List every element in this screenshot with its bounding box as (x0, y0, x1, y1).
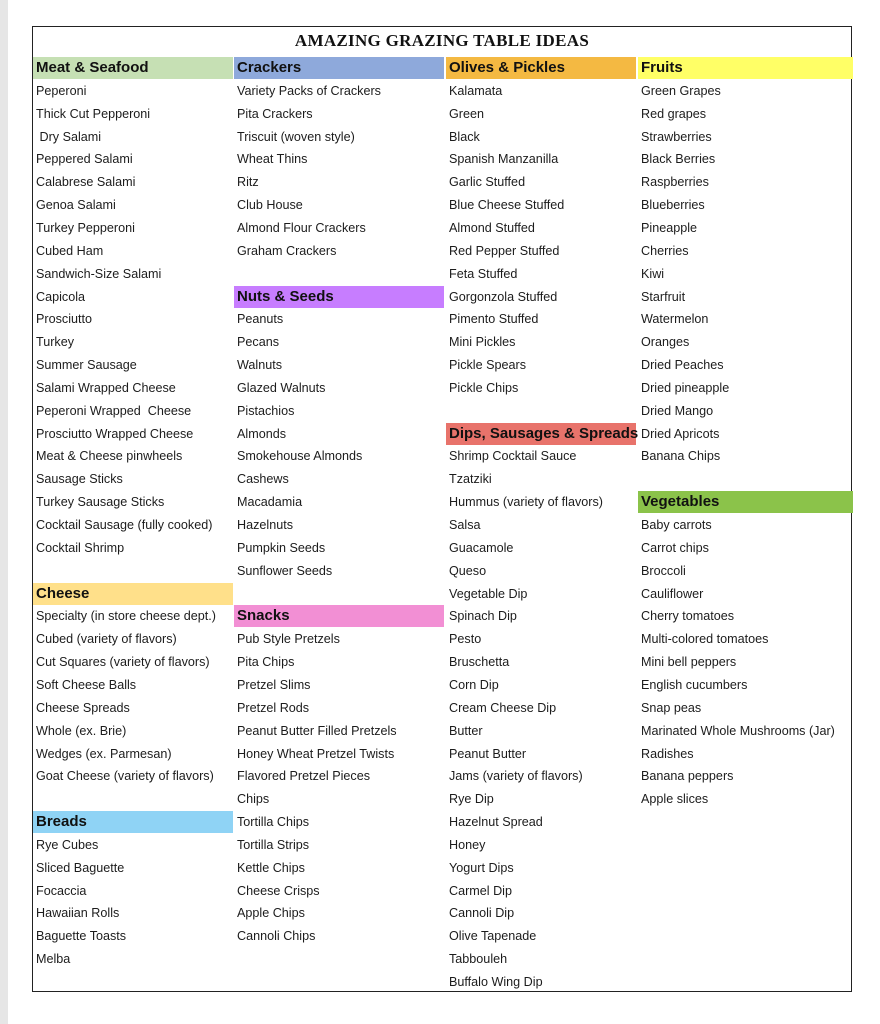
list-item: Melba (36, 952, 71, 967)
list-item: Bruschetta (449, 655, 510, 670)
list-item: Cannoli Chips (237, 929, 316, 944)
section-header-dips: Dips, Sausages & Spreads (446, 423, 636, 445)
list-item: Broccoli (641, 563, 686, 578)
list-item: Pumpkin Seeds (237, 540, 326, 555)
list-item: Tortilla Chips (237, 815, 310, 830)
list-item: Prosciutto Wrapped Cheese (36, 426, 194, 441)
list-item: Cubed (variety of flavors) (36, 632, 177, 647)
list-item: Hummus (variety of flavors) (449, 495, 603, 510)
list-item: Hazelnuts (237, 518, 294, 532)
list-item: Triscuit (woven style) (237, 129, 355, 144)
list-item: Carrot chips (641, 540, 709, 555)
list-item: Pretzel Rods (237, 700, 310, 715)
list-item: Peanut Butter Filled Pretzels (237, 723, 397, 738)
list-item: Raspberries (641, 175, 709, 190)
section-header-fruits: Fruits (638, 57, 853, 79)
list-item: Watermelon (641, 312, 709, 327)
list-item: Tabbouleh (449, 952, 508, 967)
list-item: Kiwi (641, 266, 665, 281)
section-header-crackers: Crackers (234, 57, 444, 79)
list-item: Wedges (ex. Parmesan) (36, 746, 172, 761)
list-item: Goat Cheese (variety of flavors) (36, 769, 214, 784)
list-item: Cream Cheese Dip (449, 700, 557, 715)
list-item: Pecans (237, 335, 280, 350)
list-item: Summer Sausage (36, 358, 137, 373)
section-header-vegetables: Vegetables (638, 491, 853, 513)
list-item: English cucumbers (641, 677, 748, 692)
list-item: Banana peppers (641, 769, 734, 784)
list-item: Peanuts (237, 312, 284, 327)
list-item: Ritz (237, 175, 259, 190)
list-item: Red Pepper Stuffed (449, 243, 560, 258)
list-item: Peperoni Wrapped Cheese (36, 403, 192, 418)
list-item: Spinach Dip (449, 609, 517, 624)
list-item: Cubed Ham (36, 243, 104, 258)
list-item: Flavored Pretzel Pieces (237, 769, 370, 784)
list-item: Honey Wheat Pretzel Twists (237, 746, 395, 761)
list-item: Cashews (237, 472, 289, 487)
list-item: Butter (449, 723, 483, 738)
list-item: Genoa Salami (36, 198, 116, 213)
list-item: Dried Apricots (641, 426, 720, 441)
list-item: Rye Cubes (36, 837, 99, 852)
list-item: Garlic Stuffed (449, 175, 526, 190)
section-header-meat: Meat & Seafood (33, 57, 233, 79)
list-item: Peppered Salami (36, 152, 133, 167)
list-item: Macadamia (237, 495, 303, 510)
column-4 (638, 57, 853, 987)
list-item: Red grapes (641, 106, 707, 121)
list-item: Kalamata (449, 83, 503, 98)
list-item: Strawberries (641, 129, 712, 144)
list-item: Cauliflower (641, 586, 704, 601)
list-item: Walnuts (237, 358, 283, 373)
list-item: Cocktail Sausage (fully cooked) (36, 518, 213, 532)
list-item: Starfruit (641, 289, 686, 304)
list-item: Dried pineapple (641, 380, 730, 395)
list-item: Kettle Chips (237, 860, 305, 875)
list-item: Pita Chips (237, 655, 295, 670)
list-item: Yogurt Dips (449, 860, 514, 875)
list-item: Mini bell peppers (641, 655, 737, 670)
list-item: Cherry tomatoes (641, 609, 735, 624)
list-item: Pistachios (237, 403, 295, 418)
list-item: Specialty (in store cheese dept.) (36, 609, 216, 624)
list-item: Snap peas (641, 700, 702, 715)
list-item: Meat & Cheese pinwheels (36, 449, 183, 464)
list-item: Gorgonzola Stuffed (449, 289, 558, 304)
list-item: Dry Salami (36, 129, 102, 144)
list-item: Pita Crackers (237, 106, 313, 121)
list-item: Rye Dip (449, 792, 494, 807)
list-item: Tortilla Strips (237, 837, 310, 852)
list-item: Peperoni (36, 83, 87, 98)
list-item: Pub Style Pretzels (237, 632, 340, 647)
list-item: Pineapple (641, 220, 698, 235)
list-item: Salsa (449, 518, 481, 532)
list-item: Carmel Dip (449, 883, 512, 898)
list-item: Marinated Whole Mushrooms (Jar) (641, 723, 835, 738)
section-header-breads: Breads (33, 811, 233, 833)
list-item: Pickle Spears (449, 358, 526, 373)
list-item: Pretzel Slims (237, 677, 311, 692)
list-item: Cut Squares (variety of flavors) (36, 655, 210, 670)
list-item: Almond Stuffed (449, 220, 535, 235)
list-item: Prosciutto (36, 312, 92, 327)
list-item: Dried Peaches (641, 358, 724, 373)
list-item: Sausage Sticks (36, 472, 123, 487)
list-item: Cocktail Shrimp (36, 540, 125, 555)
list-item: Variety Packs of Crackers (237, 83, 381, 98)
list-item: Mini Pickles (449, 335, 516, 350)
list-item: Chips (237, 792, 270, 807)
list-item: Club House (237, 198, 303, 213)
list-item: Corn Dip (449, 677, 499, 692)
list-item: Almonds (237, 426, 286, 441)
list-item: Blue Cheese Stuffed (449, 198, 565, 213)
column-1 (33, 57, 233, 987)
list-item: Pickle Chips (449, 380, 519, 395)
list-item: Whole (ex. Brie) (36, 723, 127, 738)
list-item: Cheese Spreads (36, 700, 130, 715)
section-header-olives: Olives & Pickles (446, 57, 636, 79)
list-item: Soft Cheese Balls (36, 677, 137, 692)
list-item: Black (449, 129, 480, 144)
list-item: Spanish Manzanilla (449, 152, 559, 167)
list-item: Multi-colored tomatoes (641, 632, 769, 647)
column-3 (446, 57, 639, 989)
list-item: Almond Flour Crackers (237, 220, 366, 235)
list-item: Dried Mango (641, 403, 714, 418)
list-item: Baby carrots (641, 518, 712, 532)
list-item: Glazed Walnuts (237, 380, 326, 395)
list-item: Cherries (641, 243, 689, 258)
list-item: Black Berries (641, 152, 716, 167)
section-header-snacks: Snacks (234, 605, 444, 627)
list-item: Peanut Butter (449, 746, 527, 761)
list-item: Baguette Toasts (36, 929, 127, 944)
list-item: Queso (449, 563, 487, 578)
list-item: Green Grapes (641, 83, 721, 98)
list-item: Smokehouse Almonds (237, 449, 363, 464)
list-item: Jams (variety of flavors) (449, 769, 583, 784)
list-item: Graham Crackers (237, 243, 337, 258)
column-2 (234, 57, 444, 987)
list-item: Apple slices (641, 792, 709, 807)
list-item: Shrimp Cocktail Sauce (449, 449, 577, 464)
list-item: Wheat Thins (237, 152, 308, 167)
list-item: Banana Chips (641, 449, 721, 464)
section-header-cheese: Cheese (33, 583, 233, 605)
list-item: Cheese Crisps (237, 883, 320, 898)
page-title: AMAZING GRAZING TABLE IDEAS (294, 31, 590, 50)
list-item: Pimento Stuffed (449, 312, 539, 327)
list-item: Hawaiian Rolls (36, 906, 120, 921)
list-item: Thick Cut Pepperoni (36, 106, 151, 121)
page-edge (0, 0, 8, 1024)
list-item: Turkey Sausage Sticks (36, 495, 165, 510)
list-item: Oranges (641, 335, 690, 350)
list-item: Guacamole (449, 540, 514, 555)
section-header-nuts: Nuts & Seeds (234, 286, 444, 308)
list-item: Apple Chips (237, 906, 305, 921)
list-item: Pesto (449, 632, 482, 647)
list-item: Blueberries (641, 198, 705, 213)
list-item: Feta Stuffed (449, 266, 518, 281)
list-item: Vegetable Dip (449, 586, 528, 601)
list-item: Radishes (641, 746, 694, 761)
list-item: Salami Wrapped Cheese (36, 380, 176, 395)
list-item: Sandwich-Size Salami (36, 266, 162, 281)
list-item: Hazelnut Spread (449, 815, 543, 830)
list-item: Turkey Pepperoni (36, 220, 135, 235)
list-item: Sunflower Seeds (237, 563, 333, 578)
list-item: Buffalo Wing Dip (449, 975, 543, 989)
list-item: Calabrese Salami (36, 175, 136, 190)
list-item: Focaccia (36, 883, 87, 898)
list-item: Olive Tapenade (449, 929, 537, 944)
list-item: Capicola (36, 289, 86, 304)
list-item: Cannoli Dip (449, 906, 515, 921)
list-item: Green (449, 106, 485, 121)
list-item: Turkey (36, 335, 75, 350)
grazing-table-sheet (32, 26, 852, 992)
list-item: Honey (449, 837, 486, 852)
list-item: Tzatziki (449, 472, 492, 487)
list-item: Sliced Baguette (36, 860, 125, 875)
